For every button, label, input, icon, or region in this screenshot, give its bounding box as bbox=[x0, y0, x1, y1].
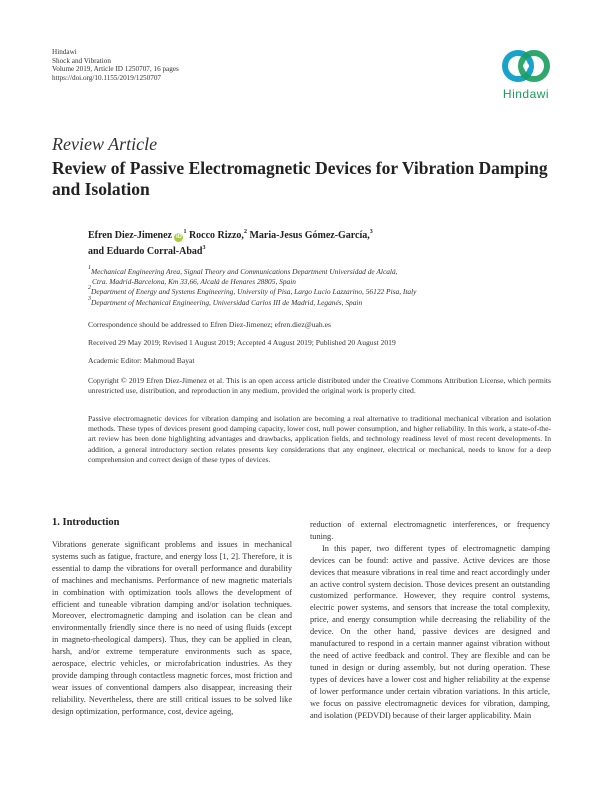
orcid-icon[interactable]: iD bbox=[175, 234, 182, 240]
correspondence: Correspondence should be addressed to Efren Diez-Jimenez; efren.diez@uah.es bbox=[88, 320, 331, 329]
affiliations bbox=[88, 267, 508, 308]
publisher-logo bbox=[494, 48, 558, 101]
journal-name: Shock and Vibration bbox=[52, 56, 111, 65]
logo-text: Hindawi bbox=[502, 87, 550, 101]
author-list bbox=[88, 228, 508, 260]
affiliation-line: Ctra. Madrid-Barcelona, Km 33,66, Alcalá de Henares 28805, Spain bbox=[92, 277, 296, 287]
body-column-right bbox=[310, 519, 550, 721]
body-paragraph: Vibrations generate significant problems and issues in mechanical systems such as fatigue, fracture, and energy loss [1, 2]. Therefore, it is essential to damp the vibrations for overall performance and durability of machines and mechanisms. Performance of new magnetic materials in combination with optimization tools allows the development of efficient and tuneable vibration damping and/or isolation techniques. Moreover, electromagnetic damping and isolation can be clean and environmentally friendly since there is no need of using fluids (except in magneto-rheological dampers). Thus, they can be applied in clean, harsh, and/or extreme temperature environments such as space, aerospace, electric vehicles, or microfabrication industries. As they provide damping through contactless magnetic forces, most friction and wear issues of conventional dampers also disappear, increasing their reliability. Nevertheless, there are still critical issues to be solved like design optimization, performance, cost, device ageing, bbox=[52, 540, 292, 716]
author-affiliation: 3 bbox=[202, 245, 206, 251]
affiliation-line: $^3$Department of Mechanical Engineering, Universidad Carlos III de Madrid, Leganés, Spain bbox=[88, 295, 363, 307]
affiliation-line: $^1$Mechanical Engineering Area, Signal Theory and Communications Department Universidad de Alcalá, bbox=[88, 265, 398, 276]
affiliation-line: $^2$Department of Energy and Systems Engineering, University of Pisa, Largo Lucio Lazzarino, 56122 Pisa, Italy bbox=[88, 285, 417, 297]
hindawi-logo-icon bbox=[500, 48, 552, 84]
section-heading: 1. Introduction bbox=[52, 517, 120, 528]
author-name[interactable]: Rocco Rizzo, bbox=[188, 230, 244, 241]
body-paragraph: In this paper, two different types of electromagnetic damping devices can be found: active and passive. Active devices are those devices that measure vibrations in real time and react accordingly under an active control system decision. Those devices present an outstanding customized performance. However, they require control systems, electric power systems, and sensors that increase the total complexity, price, and energy consumption while decreasing the reliability of the device. On the other hand, passive devices are designed and manufactured to respond in a certain manner against vibration without the need of active feedback and control. They are flexible and can be tuned in design or during assembly, but not during operation. These types of devices have a lower cost and higher reliability at the expense of lower performance under certain vibration variations. In this article, we focus on passive electromagnetic devices for vibration, damping, and isolation (PEDVDI) because of their larger applicability. Main bbox=[310, 543, 550, 720]
paper-title: Review of Passive Electromagnetic Devices for Vibration Damping and Isolation bbox=[52, 158, 548, 199]
publisher-name: Hindawi bbox=[52, 48, 77, 56]
doi-link[interactable]: https://doi.org/10.1155/2019/1250707 bbox=[52, 73, 162, 82]
author-affiliation: 1 bbox=[183, 229, 187, 235]
publication-dates: Received 29 May 2019; Revised 1 August 2019; Accepted 4 August 2019; Published 20 August 2019 bbox=[88, 338, 396, 347]
academic-editor: Academic Editor: Mahmoud Bayat bbox=[88, 356, 195, 365]
author-affiliation: 2 bbox=[243, 229, 247, 235]
body-paragraph: reduction of external electromagnetic interferences, or frequency tuning. bbox=[310, 520, 550, 541]
author-name[interactable]: Efren Diez-Jimenez bbox=[88, 230, 172, 241]
volume-line: Volume 2019, Article ID 1250707, 16 pages bbox=[52, 65, 179, 74]
abstract: Passive electromagnetic devices for vibration damping and isolation are becoming a real alternative to traditional mechanical vibration and isolation methods. These types of devices present good damping capacity, lower cost, null power consumption, and higher reliability. In this work, a state-of-the-art review has been done highlighting advantages and drawbacks, application fields, and technology readiness level of most recent developments. In addition, a general introductory section relates presents key considerations that any engineer, electrical or mechanical, needs to know for a deep comprehension and correct design of these types of devices. bbox=[88, 414, 551, 464]
copyright-notice: Copyright © 2019 Efren Diez-Jimenez et al. This is an open access article distributed under the Creative Commons Attribution License, which permits unrestricted use, distribution, and reproduction in any medium, provided the original work is properly cited. bbox=[88, 376, 551, 396]
author-affiliation: 3 bbox=[369, 229, 373, 235]
body-column-left bbox=[52, 539, 292, 718]
journal-info bbox=[52, 48, 179, 82]
author-name[interactable]: Maria-Jesus Gómez-García, bbox=[249, 230, 370, 241]
article-type: Review Article bbox=[52, 134, 158, 154]
author-name[interactable]: and Eduardo Corral-Abad bbox=[88, 246, 203, 257]
